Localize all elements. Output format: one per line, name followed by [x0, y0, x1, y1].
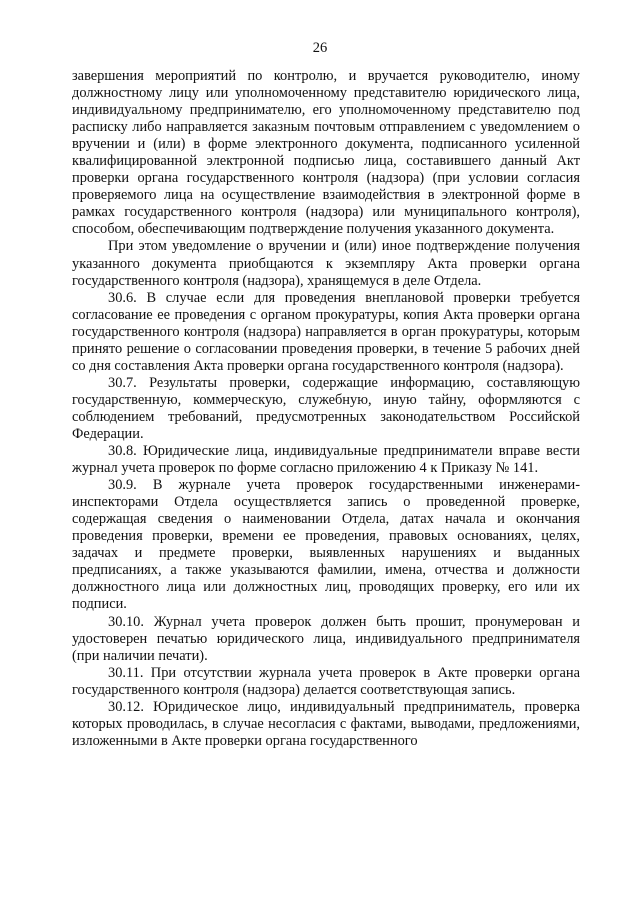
paragraph-30-7: 30.7. Результаты проверки, содержащие информацию, составляющую государственную, коммерческую, служебную, иную тайну, оформляются с соблюдением требований, предусмотренных законодательством Российской Федерации.: [72, 374, 580, 442]
paragraph-30-12: 30.12. Юридическое лицо, индивидуальный предприниматель, проверка которых проводилась, в случае несогласия с фактами, выводами, предложениями, изложенными в Акте проверки органа государственного: [72, 698, 580, 749]
page-number: 26: [312, 40, 328, 56]
paragraph-30-6: 30.6. В случае если для проведения внеплановой проверки требуется согласование ее проведения с органом прокуратуры, копия Акта проверки органа государственного контроля (надзора) направляется в орган прокуратуры, которым принято решение о согласовании проведения проверки, в течение 5 рабочих дней со дня составления Акта проверки органа государственного контроля (надзора).: [72, 289, 580, 374]
document-body: [72, 68, 580, 750]
paragraph-30-9: 30.9. В журнале учета проверок государственными инженерами-инспекторами Отдела осуществляется запись о проведенной проверке, содержащая сведения о наименовании Отдела, датах начала и окончания проведения проверки, времени ее проведения, правовых основаниях, целях, задачах и предмете проверки, выявленных нарушениях и выданных предписаниях, а также указываются фамилии, имена, отчества и должности должностного лица или должностных лиц, проводящих проверку, его или их подписи.: [72, 477, 580, 613]
paragraph-notification: При этом уведомление о вручении и (или) иное подтверждение получения указанного документа приобщаются к экземпляру Акта проверки органа государственного контроля (надзора), хранящемуся в деле Отдела.: [72, 238, 580, 289]
paragraph-continuation: завершения мероприятий по контролю, и вручается руководителю, иному должностному лицу или уполномоченному представителю юридического лица, индивидуальному предпринимателю, его уполномоченному представителю под расписку либо направляется заказным почтовым отправлением с уведомлением о вручении и (или) в форме электронного документа, подписанного усиленной квалифицированной электронной подписью лица, составившего данный Акт проверки органа государственного контроля (надзора) (при условии согласия проверяемого лица на осуществление взаимодействия в электронной форме в рамках государственного контроля (надзора) или муниципального контроля), способом, обеспечивающим подтверждение получения указанного документа.: [72, 68, 580, 238]
paragraph-30-10: 30.10. Журнал учета проверок должен быть прошит, пронумерован и удостоверен печатью юридического лица, индивидуального предпринимателя (при наличии печати).: [72, 613, 580, 664]
paragraph-30-11: 30.11. При отсутствии журнала учета проверок в Акте проверки органа государственного контроля (надзора) делается соответствующая запись.: [72, 664, 580, 698]
paragraph-30-8: 30.8. Юридические лица, индивидуальные предприниматели вправе вести журнал учета проверок по форме согласно приложению 4 к Приказу № 141.: [72, 443, 580, 477]
